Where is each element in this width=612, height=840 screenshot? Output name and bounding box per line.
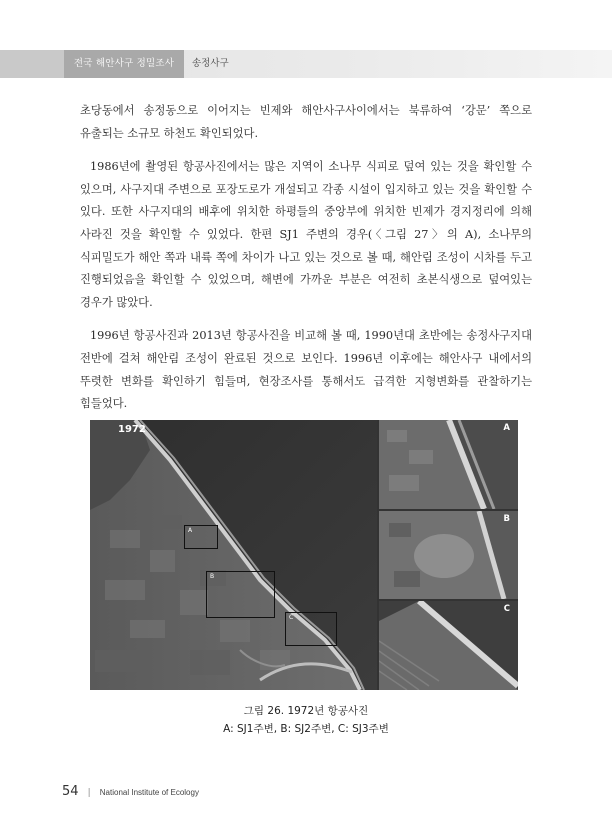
paragraph-2: 1986년에 촬영된 항공사진에서는 많은 지역이 소나무 식피로 덮여 있는 것을 확인할 수 있으며, 사구지대 주변으로 포장도로가 개설되고 각종 시설이 입지하고 있는 것을 확인할 수 있다. 또한 사구지대의 배후에 위치한 하평들의 중앙부에 위치한 빈제가 경지정리에 의해 사라진 것을 확인할 수 있었다. 한편 SJ1 주변의 경우(〈그림 27〉의 A), 소나무의 식피밀도가 해안 쪽과 내륙 쪽에 차이가 나고 있는 것으로 볼 때, 해안림 조성이 시차를 두고 진행되었음을 확인할 수 있었으며, 해변에 가까운 부분은 여전히 초본식생으로 덮여있는 경우가 많았다. [80,160,532,309]
aerial-photo-main-image [90,420,377,690]
region-box-b [206,571,275,618]
inset-label-a: A [503,423,510,433]
inset-photo-c-image [379,601,518,690]
inset-photo-a [379,420,518,509]
region-box-a [184,525,218,549]
region-box-c [285,612,337,646]
aerial-photo-figure [90,420,518,690]
header-section-title: 전국 해안사구 정밀조사 [64,50,184,78]
inset-photo-a-image [379,420,518,509]
figure-caption-sub: A: SJ1주변, B: SJ2주변, C: SJ3주변 [223,723,389,735]
page-number: 54 [62,784,79,799]
body-text [80,100,532,427]
header-subsection-title: 송정사구 [192,58,229,69]
inset-photo-b [379,511,518,599]
inset-photo-b-image [379,511,518,599]
photo-year-label: 1972 [118,424,146,435]
footer-institution: National Institute of Ecology [99,788,199,797]
region-box-a-label: A [188,527,193,534]
region-box-b-label: B [210,573,215,580]
figure-caption-title: 그림 26. 1972년 항공사진 [243,705,369,717]
inset-label-c: C [503,604,510,614]
inset-label-b: B [503,514,510,524]
paragraph-1: 초당동에서 송정동으로 이어지는 빈제와 해안사구사이에서는 북류하여 ‘강문’ 쪽으로 유출되는 소규모 하천도 확인되었다. [80,104,532,140]
page-footer [62,780,199,799]
aerial-photo-main [90,420,377,690]
region-box-c-label: C [289,614,294,621]
paragraph-3: 1996년 항공사진과 2013년 항공사진을 비교해 볼 때, 1990년대 초반에는 송정사구지대 전반에 걸쳐 해안림 조성이 완료된 것으로 보인다. 1996년 이후에는 해안사구 내에서의 뚜렷한 변화를 확인하기 힘들며, 현장조사를 통해서도 급격한 지형변화를 관찰하기는 힘들었다. [80,329,532,411]
running-header [0,50,612,78]
inset-photo-c [379,601,518,690]
header-accent-block [0,50,64,78]
footer-separator: | [87,788,91,798]
